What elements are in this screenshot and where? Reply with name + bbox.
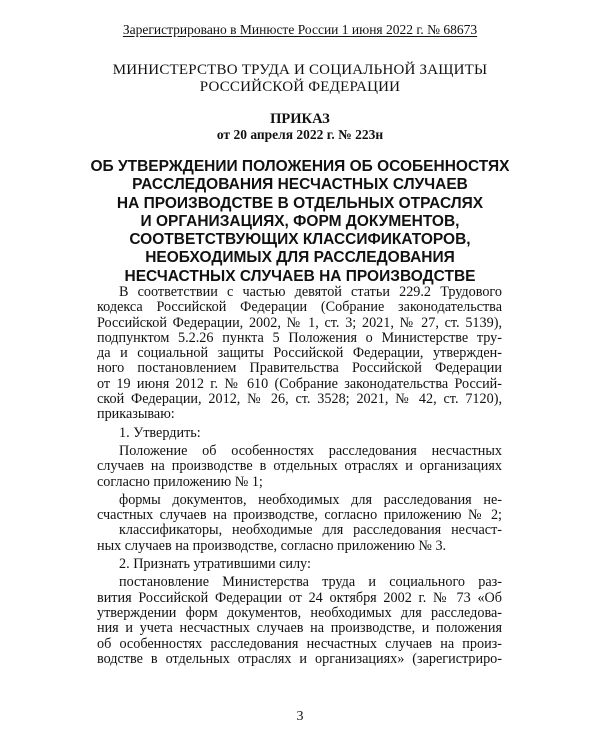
body-line: счастных случаев на производстве, согласно приложению № 2;: [97, 508, 502, 524]
body-line: В соответствии с частью девятой статьи 229.2 Трудового: [119, 285, 502, 300]
title-line: НЕСЧАСТНЫХ СЛУЧАЕВ НА ПРОИЗВОДСТВЕ: [124, 267, 476, 285]
body-line: 1. Утвердить:: [119, 424, 201, 441]
registration-note: Зарегистрировано в Минюсте России 1 июня 2022 г. № 68673: [122, 22, 478, 37]
body-line: классификаторы, необходимые для расследования несчаст-: [119, 523, 502, 539]
body-line: кодекса Российской Федерации (Собрание законодательства: [97, 300, 502, 316]
body-line: Положение об особенностях расследования несчастных: [119, 443, 502, 459]
title-line: НЕОБХОДИМЫХ ДЛЯ РАССЛЕДОВАНИЯ: [145, 249, 455, 267]
body-line: формы документов, необходимых для расследования не-: [119, 492, 502, 508]
body-line: ния и учета несчастных случаев на производстве, и положения: [97, 621, 502, 637]
body-line: 2. Признать утратившими силу:: [119, 556, 311, 573]
body-line: постановление Министерства труда и социального раз-: [119, 575, 502, 591]
title-line: И ОРГАНИЗАЦИЯХ, ФОРМ ДОКУМЕНТОВ,: [140, 212, 460, 230]
title-line: РАССЛЕДОВАНИЯ НЕСЧАСТНЫХ СЛУЧАЕВ: [132, 176, 468, 194]
body-line: вития Российской Федерации от 24 октября 2002 г. № 73 «Об: [97, 590, 502, 606]
title-line: НА ПРОИЗВОДСТВЕ В ОТДЕЛЬНЫХ ОТРАСЛЯХ: [116, 194, 484, 212]
order-body: [97, 285, 502, 667]
body-line: ных случаев на производстве, согласно приложению № 3.: [97, 537, 447, 554]
body-line: случаев на производстве в отдельных отраслях и организациях: [97, 459, 502, 475]
body-line: приказываю:: [97, 406, 175, 423]
body-line: от 19 июня 2012 г. № 610 (Собрание законодательства Россий-: [97, 376, 502, 392]
body-line: согласно приложению № 1;: [97, 473, 263, 490]
body-line: об особенностях расследования несчастных случаев на произ-: [97, 636, 502, 652]
document-title: [0, 158, 600, 286]
body-line: да и социальной защиты Российской Федерации, утвержден-: [97, 346, 502, 362]
ministry-heading: [0, 62, 600, 96]
ministry-line: МИНИСТЕРСТВО ТРУДА И СОЦИАЛЬНОЙ ЗАЩИТЫ: [112, 62, 488, 78]
body-line: водстве в отдельных отраслях и организациях» (зарегистриро-: [97, 651, 502, 667]
ministry-line: РОССИЙСКОЙ ФЕДЕРАЦИИ: [199, 79, 401, 95]
title-line: СООТВЕТСТВУЮЩИХ КЛАССИФИКАТОРОВ,: [129, 231, 471, 249]
body-line: Российской Федерации, 2002, № 1, ст. 3; 2021, № 27, ст. 5139),: [97, 315, 502, 331]
body-line: утверждении форм документов, необходимых для расследова-: [97, 605, 502, 621]
order-date: от 20 апреля 2022 г. № 223н: [216, 127, 384, 142]
page-number: 3: [296, 709, 304, 724]
body-line: подпунктом 5.2.26 пункта 5 Положения о Министерстве тру-: [97, 330, 502, 346]
order-heading: ПРИКАЗ: [270, 111, 330, 127]
title-line: ОБ УТВЕРЖДЕНИИ ПОЛОЖЕНИЯ ОБ ОСОБЕННОСТЯХ: [90, 158, 510, 175]
body-line: ного постановлением Правительства Российской Федерации: [97, 361, 502, 377]
body-line: ской Федерации, 2012, № 26, ст. 3528; 2021, № 42, ст. 7120),: [97, 392, 502, 408]
